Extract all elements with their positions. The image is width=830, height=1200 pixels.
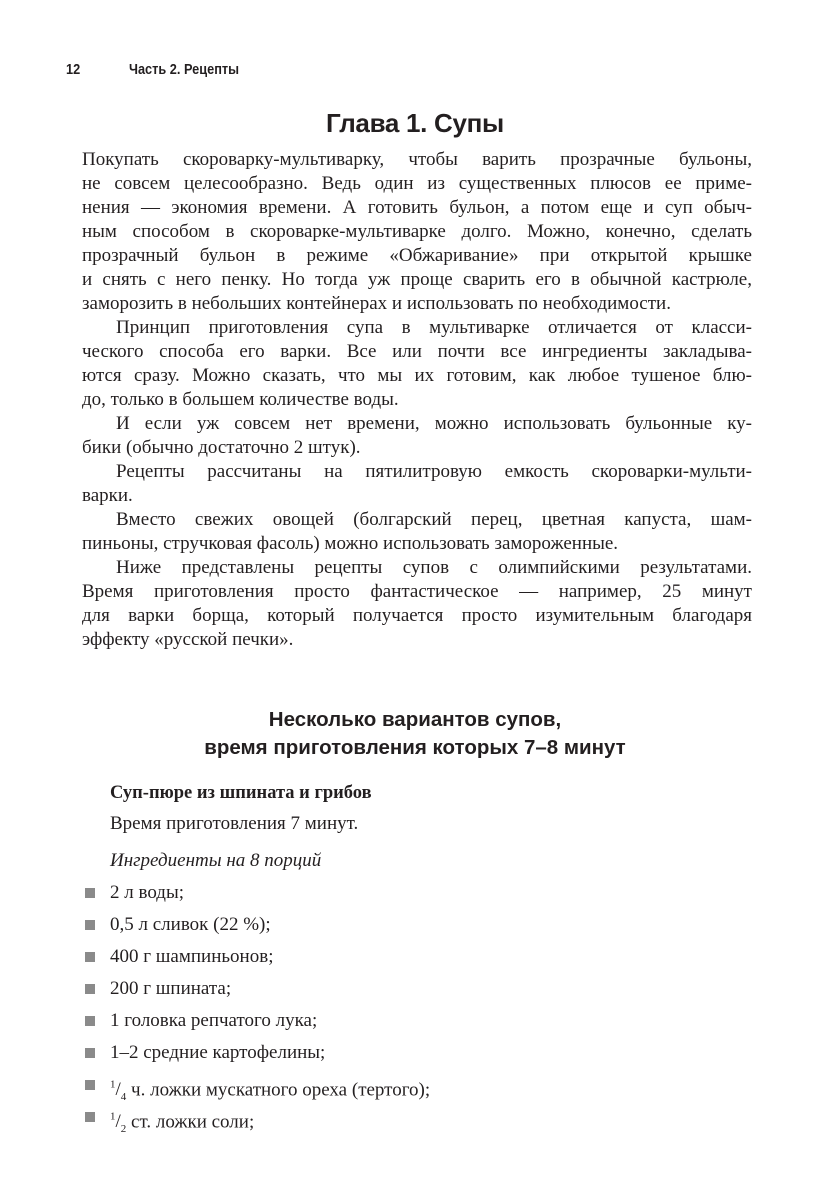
square-bullet-icon xyxy=(85,952,95,962)
ingredient-text: 0,5 л сливок (22 %); xyxy=(110,914,271,935)
fraction-denominator: 2 xyxy=(120,1123,127,1136)
body-text xyxy=(82,148,752,652)
square-bullet-icon xyxy=(85,1112,95,1122)
ingredient-text: ст. ложки соли; xyxy=(126,1111,255,1133)
paragraph-line: заморозить в небольших контейнерах и использовать по необходимости. xyxy=(82,293,671,314)
square-bullet-icon xyxy=(85,1080,95,1090)
ingredient-text: 1–2 средние картофелины; xyxy=(110,1042,326,1063)
square-bullet-icon xyxy=(85,984,95,994)
running-header: Часть 2. Рецепты xyxy=(129,62,240,78)
ingredient-item xyxy=(82,881,430,913)
paragraph-line: ются сразу. Можно сказать, что мы их готовим, как любое тушеное блю- xyxy=(82,365,752,386)
paragraph-line: бики (обычно достаточно 2 штук). xyxy=(82,437,361,458)
fraction-numerator: 1 xyxy=(110,1079,116,1091)
ingredient-item xyxy=(82,1105,430,1137)
paragraph-line: Покупать скороварку-мультиварку, чтобы варить прозрачные бульоны, xyxy=(82,149,752,170)
recipe-title: Суп-пюре из шпината и грибов xyxy=(110,783,372,803)
square-bullet-icon xyxy=(85,1048,95,1058)
paragraph-line: И если уж совсем нет времени, можно использовать бульонные ку- xyxy=(116,413,752,434)
ingredient-text: 2 л воды; xyxy=(110,882,184,903)
ingredient-text: 1 головка репчатого лука; xyxy=(110,1010,318,1031)
paragraph-line: до, только в большем количестве воды. xyxy=(82,389,399,410)
paragraph-line: нения — экономия времени. А готовить бульон, а потом еще и суп обыч- xyxy=(82,197,752,218)
ingredient-text: 200 г шпината; xyxy=(110,978,232,999)
paragraph-line: ным способом в скороварке-мультиварке долго. Можно, конечно, сделать xyxy=(82,221,752,242)
ingredient-text: ч. ложки мускатного ореха (тертого); xyxy=(126,1079,431,1101)
section-title xyxy=(0,706,830,762)
ingredient-text: 400 г шампиньонов; xyxy=(110,946,274,967)
paragraph-line: Принцип приготовления супа в мультиварке отличается от класси- xyxy=(116,317,752,338)
ingredients-list xyxy=(82,881,430,1137)
recipe-time: Время приготовления 7 минут. xyxy=(110,813,359,834)
page-number: 12 xyxy=(66,62,81,78)
paragraph-line: Ниже представлены рецепты супов с олимпийскими результатами. xyxy=(116,557,752,578)
paragraph-line: пиньоны, стручковая фасоль) можно использовать замороженные. xyxy=(82,533,619,554)
ingredient-item xyxy=(82,913,430,945)
paragraph-line: не совсем целесообразно. Ведь один из существенных плюсов ее приме- xyxy=(82,173,752,194)
section-title-line: время приготовления которых 7–8 минут xyxy=(204,736,626,759)
paragraph-line: эффекту «русской печки». xyxy=(82,629,294,650)
paragraph-line: Вместо свежих овощей (болгарский перец, цветная капуста, шам- xyxy=(116,509,752,530)
paragraph-line: для варки борща, который получается просто изумительным благодаря xyxy=(82,605,752,626)
paragraph-line: ческого способа его варки. Все или почти все ингредиенты закладыва- xyxy=(82,341,752,362)
ingredient-item xyxy=(82,977,430,1009)
fraction: $^1/_4$ xyxy=(110,1079,127,1104)
paragraph-line: прозрачный бульон в режиме «Обжаривание» при открытой крышке xyxy=(82,245,752,266)
paragraph-line: Рецепты рассчитаны на пятилитровую емкость скороварки-мульти- xyxy=(116,461,752,482)
fraction-denominator: 4 xyxy=(120,1091,127,1104)
square-bullet-icon xyxy=(85,888,95,898)
square-bullet-icon xyxy=(85,1016,95,1026)
ingredient-item xyxy=(82,1009,430,1041)
ingredient-item xyxy=(82,1041,430,1073)
fraction: $^1/_2$ xyxy=(110,1111,127,1136)
paragraph-line: варки. xyxy=(82,485,133,506)
chapter-title: Глава 1. Супы xyxy=(326,108,504,138)
ingredients-heading: Ингредиенты на 8 порций xyxy=(110,850,322,871)
ingredient-item xyxy=(82,945,430,977)
paragraph-line: Время приготовления просто фантастическое — например, 25 минут xyxy=(82,581,752,602)
section-title-line: Несколько вариантов супов, xyxy=(268,708,562,731)
ingredient-item xyxy=(82,1073,430,1105)
paragraph-line: и снять с него пенку. Но тогда уж проще сварить его в обычной кастрюле, xyxy=(82,269,752,290)
square-bullet-icon xyxy=(85,920,95,930)
fraction-numerator: 1 xyxy=(110,1111,116,1123)
